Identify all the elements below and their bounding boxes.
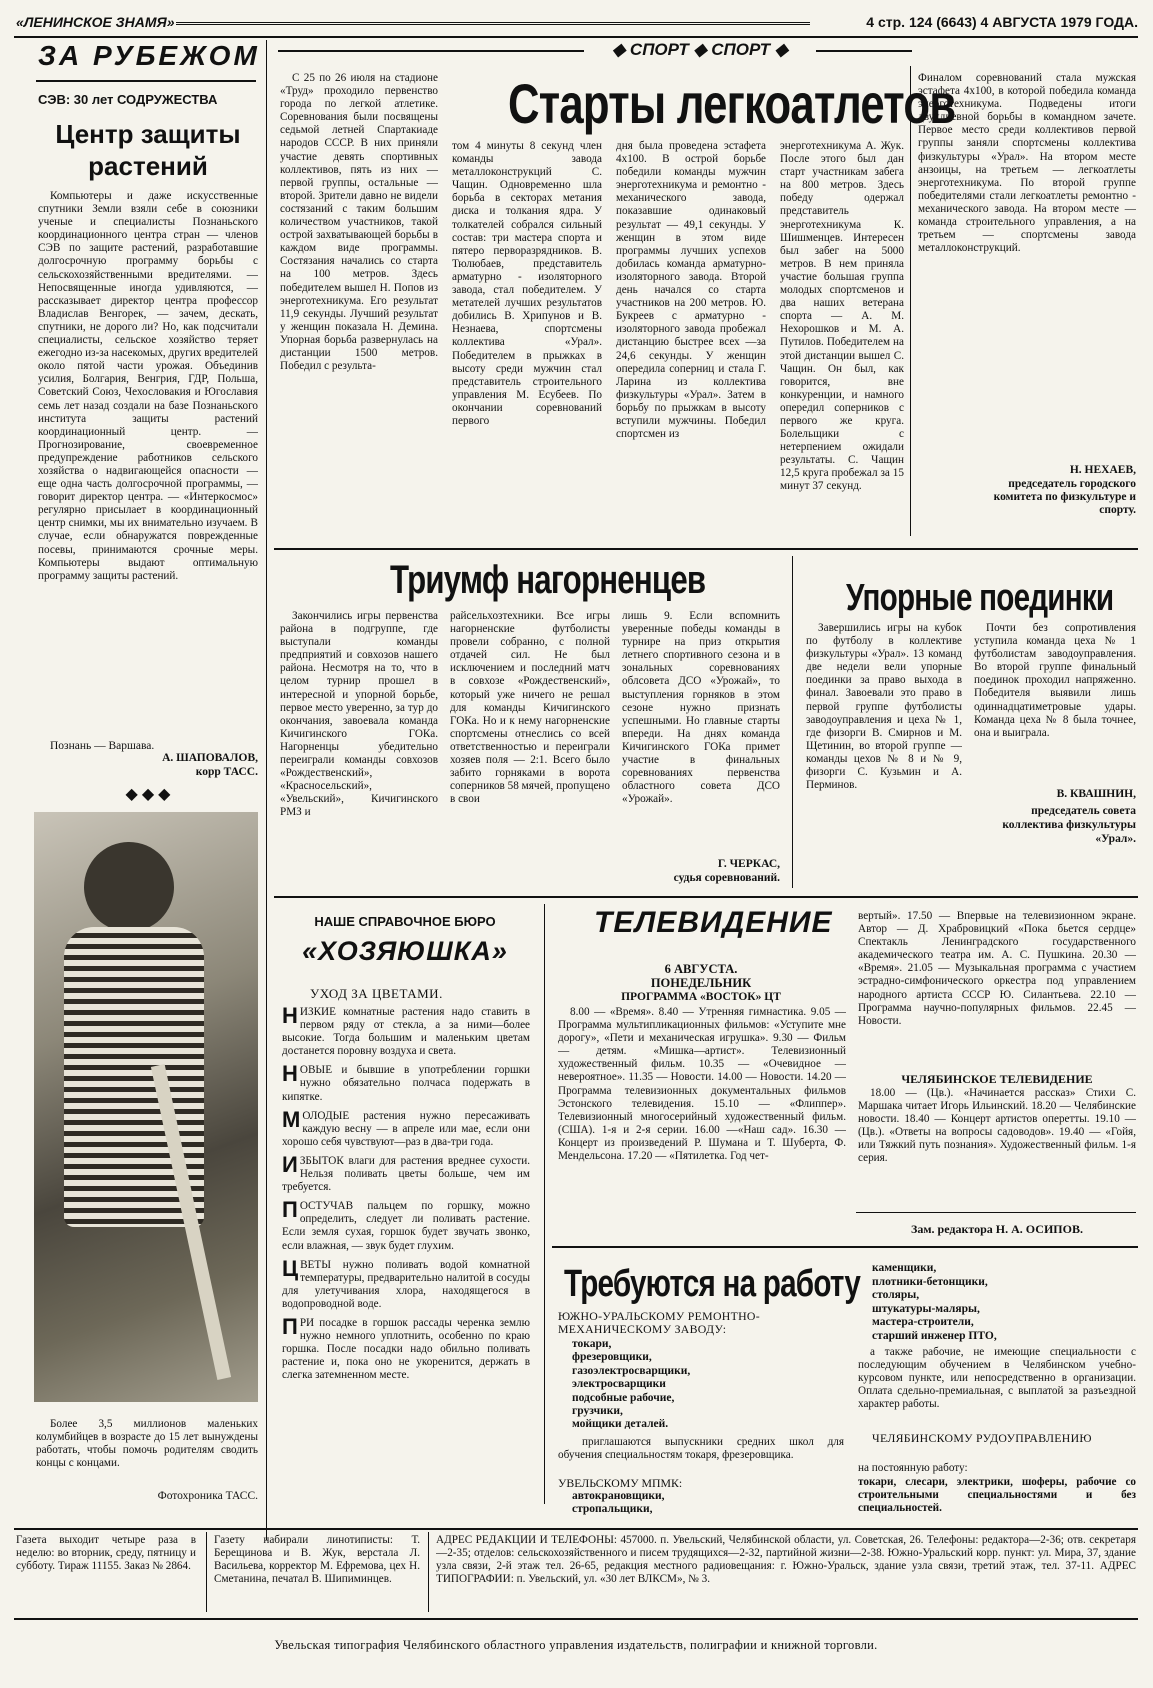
sport-col-3: дня была проведена эстафета 4х100. В острой борьбе победили команды мужчин энерготехникума и ремонтно - механического завода, показавшие одинаковый результат — 49,1 секунды. У женщин в этом виде программы лучших успехов добилась команда арматурно-изоляторного завода. Второй день начался со старта участников на 200 метров. Ю. Букреев с арматурно - изоляторного завода пробежал дистанцию быстрее всех —за 24,6 секунды. У женщин опередила соперниц и стала Г. Ларина из коллектива физкультуры «Урал». Затем в борьбу по прыжкам в высоту вступили мужчины. Победил спортсмен из — [616, 140, 766, 441]
bureau-kicker: НАШЕ СПРАВОЧНОЕ БЮРО — [314, 914, 496, 929]
bureau-title: «ХОЗЯЮШКА» — [302, 936, 508, 966]
duels-col-1: Завершились игры на кубок по футболу в коллективе физкультуры «Урал». 13 команд две недели вели упорные поединки за право выхода в финал. Завоевали это право в первой группе футболисты заводоуправления и цеха № 1, где физорги В. Смирнов и М. Щетинин, во второй группе — команды цехов № 8 и № 9, физорги С. Кузьмин и А. Перминов. — [806, 622, 962, 792]
sport-rubric-rule-left — [278, 50, 584, 52]
triumph-author-role: судья соревнований. — [673, 872, 780, 884]
triumph-col-2: райсельхозтехники. Все игры нагорненские футболисты провели собранно, с полной отдачей сил. Не был исключением и последний матч в совхозе «Рождественский», который уже ничего не решал для команды Кичигинского ГОКа. Но и к нему нагорненские спортсмены отнеслись со всей ответственностью и переиграли хозяев поля — 2:1. Всего было забито горняками в ворота соперников 58 мячей, пропущено в свои — [450, 610, 610, 806]
photo-figure-shape — [84, 842, 174, 932]
jobs-list-4: токари, слесари, электрики, шоферы, рабочие со строительными специальностями и без специальностей. — [858, 1476, 1136, 1515]
jobs-list-item: каменщики, — [872, 1262, 937, 1274]
comecon-author: А. ШАПОВАЛОВ, — [162, 752, 258, 764]
duels-author: В. КВАШНИН, — [1056, 788, 1136, 800]
foreign-rubric: ЗА РУБЕЖОМ — [38, 40, 260, 71]
bureau-item — [282, 1061, 530, 1103]
bureau-item-text: РИ посадке в горшок рассады черенка землю нужно немного уплотнить, особенно по краю горшка. После посадки надо обильно поливать растение и, пока оно не укоренится, держать в слегка затемненном месте. — [282, 1316, 530, 1382]
sport-bottom-rule — [274, 548, 1138, 550]
bureau-item-dropcap: М — [282, 1106, 301, 1132]
tv-schedule-col-2a: вертый». 17.50 — Впервые на телевизионном экране. Автор — Д. Храбровицкий «Пока бьется сердце» Спектакль Ленинградского государственного академического театра им. А. С. Пушкина. 20.30 — «Время». 21.05 — Музыкальная программа с участием эстрадно-симфонического оркестра под управлением народного артиста СССР Ю. Силантьева. 22.10 — Программа научно-популярных фильмов. 22.45 — Новости. — [858, 910, 1136, 1027]
tv-weekday: ПОНЕДЕЛЬНИК — [650, 976, 752, 990]
stars-divider: ◆ ◆ ◆ — [125, 786, 171, 803]
jobs-list-item: штукатуры-маляры, — [872, 1302, 980, 1315]
comecon-kicker: СЭВ: 30 лет СОДРУЖЕСТВА — [38, 92, 218, 107]
tv-day: 6 АВГУСТА. — [664, 962, 738, 976]
comecon-author-role: корр ТАСС. — [195, 766, 258, 778]
bureau-item-text: ЗБЫТОК влаги для растения вреднее сухости. Нельзя поливать цветы больше, чем им требуется. — [282, 1154, 530, 1194]
sport-col-4: энерготехникума А. Жук. После этого был дан старт участникам забега на 800 метров. Здесь победу одержал представитель энерготехникума К. Шишменцев. Интересен был забег на 5000 метров. В нем приняла участие большая группа молодых спортсменов и два наших ветерана спорта — А. М. Нехорошков и М. А. Путилов. Победителем на этой дистанции вышел С. Чащин. Он был, как говорится, вне конкуренции, и намного опередил соперников с первого же круга. Болельщики с нетерпением ожидали результаты. С. Чащин 12,5 круга пробежал за 15 минут 37 секунд. — [780, 140, 904, 493]
sport-author-role: председатель городского комитета по физкультуре и спорту. — [993, 478, 1136, 516]
tv-editor: Зам. редактора Н. А. ОСИПОВ. — [911, 1222, 1083, 1236]
top-rule — [14, 36, 1138, 38]
bureau-item-text: ОВЫЕ и бывшие в употреблении горшки нужно обязательно полчаса подержать в кипятке. — [282, 1064, 530, 1103]
jobs-title: Требуются на работу — [564, 1263, 861, 1305]
sport-author: Н. НЕХАЕВ, — [1069, 464, 1136, 476]
sport-rubric: ◆ СПОРТ ◆ СПОРТ ◆ — [612, 40, 788, 59]
photo-caption: Более 3,5 миллионов маленьких колумбийцев в возрасте до 15 лет вынуждены работать, чтобы помочь родителям сводить концы с концами. — [36, 1418, 258, 1470]
masthead-issue-line: 4 стр. 124 (6643) 4 АВГУСТА 1979 ГОДА. — [866, 14, 1138, 30]
jobs-list-item: столяры, — [872, 1289, 920, 1302]
triumph-author: Г. ЧЕРКАС, — [717, 858, 780, 870]
footer-bottom-rule — [14, 1618, 1138, 1620]
bureau-item-dropcap: И — [282, 1151, 298, 1177]
footer-typeset: Газету набирали линотиписты: Т. Берещинова и В. Жук, верстала Л. Васильева, корректор М. Ефремова, цех Н. Сметанина, печатал В. Шипиминцев. — [214, 1534, 420, 1586]
sport-col-5: Финалом соревнований стала мужская эстафета 4х100, в которой победила команда энерготехникума. Подведены итоги двухдневной борьбы в командном зачете. Первое место среди коллективов первой группы заняли спортсмены коллектива физкультуры «Урал». На втором месте анзоицы, на третьем — легкоатлеты энерготехникума. По второй группе победителями стали легкоатлеты ремонтно - механического завода. На втором месте —команда строительного управления, а на третьем — спортсмены завода металлоконструкций. — [918, 72, 1136, 255]
footer-address: АДРЕС РЕДАКЦИИ И ТЕЛЕФОНЫ: 457000. п. Увельский, Челябинской области, ул. Советская, 26. Телефоны: редактора—2-36; отв. секретаря—2-35; отделов: сельскохозяйственного и писем трудящихся—2-32, партийной жизни—2-38. Южно-Уральский корр. пункт: ул. Мира, 37, здание узла связи, 2-й этаж тел. 26-65, редакция местного радиовещания: г. Южно-Уральск, здание узла связи, третий этаж, тел. 37-11. АДРЕС ТИПОГРАФИИ: п. Увельский, ул. «30 лет ВЛКСМ», № 3. — [436, 1534, 1136, 1586]
tv-schedule-col-1: 8.00 — «Время». 8.40 — Утренняя гимнастика. 9.05 — Программа мультипликационных фильмов: «Уступите мне дорогу», «Пети и механическая игрушка». 9.30 — Фильм — детям. «Мишка—артист». Телевизионный художественный фильм. 10.35 — «Очевидное — невероятное». 11.35 — Новости. 14.00 — Новости. 14.20 — Программа телевизионных документальных фильмов Эстонского телевидения. 15.10 — «Флиппер». Телевизионный многосерийный художественный фильм. (США). 1-я и 2-я серии. 16.00 —«Наш сад». 16.30 — Концерт из произведений Р. Шумана и Т. Шуберта, Ф. Мендельсона. 17.20 — «Пятилетка. Год чет- — [558, 1006, 846, 1163]
comecon-title: Центр защиты растений — [55, 119, 241, 181]
jobs-note: а также рабочие, не имеющие специальности с последующим обучением в Челябинском учебно-курсовом пункте, или непосредственно в организации. Оплата сдельно-премиальная, с выплатой за разъездной характер работы. — [858, 1346, 1136, 1411]
bureau-item-dropcap: Н — [282, 1006, 298, 1028]
footer-printer: Увельская типография Челябинского областного управления издательств, полиграфии и книжной торговли. — [274, 1638, 878, 1652]
jobs-list-item: мастера-строители, — [872, 1316, 974, 1329]
triumph-col-3: лишь 9. Если вспомнить уверенные победы команды в турнире на приз открытия летнего спортивного сезона и в зональных соревнованиях облсовета ДСО «Урожай», то выступления горняков в этом сезоне нужно признать успешными. Но главные старты впереди. На днях команда Кичигинского ГОКа примет участие в финальных соревнованиях первенства областного совета ДСО «Урожай». — [622, 610, 780, 806]
duels-author-role: председатель совета коллектива физкультуры «Урал». — [1002, 805, 1136, 845]
bureau-item-text: ВЕТЫ нужно поливать водой комнатной температуры, предварительно налитой в сосуды для улетучивания хлора, находящегося в водопроводной воде. — [282, 1258, 530, 1310]
tv-title: ТЕЛЕВИДЕНИЕ — [594, 906, 833, 939]
jobs-list-2 — [572, 1490, 842, 1517]
footer-rule-1 — [206, 1532, 207, 1612]
sport-rubric-rule-right — [816, 50, 912, 52]
sport-col-2: том 4 минуты 8 секунд член команды завода металлоконструкций С. Чащин. Одновременно шла борьба в секторах метания диска и толкания ядра. У толкателей собрался сильный состав: три мастера спорта и пятеро перворазрядников. В. Тюлюбаев, представитель арматурно - изоляторного завода, стал победителем. У метателей лучших результатов добились В. Хрипунов и В. Незнаева, спортсмены коллектива «Урал». Победителем в прыжках в высоту среди мужчин стал представитель строительного управления М. Есубеев. По окончании соревнований первого — [452, 140, 602, 427]
duels-left-rule — [792, 556, 793, 888]
bureau-item-dropcap: Н — [282, 1061, 298, 1087]
bureau-item — [282, 1255, 530, 1311]
bureau-subtitle: УХОД ЗА ЦВЕТАМИ. — [310, 986, 443, 1001]
middle-rule — [274, 896, 1138, 898]
jobs-note-2: на постоянную работу: — [858, 1462, 968, 1474]
comecon-body: Компьютеры и даже искусственные спутники Земли взяли себе в союзники ученые и специалисты Познаньского координационного центра стран — членов СЭВ по защите растений, разработавшие долгосрочную программу борьбы с сельскохозяйственными вредителями. — Непосвященные иногда удивляются, — рассказывает директор центра профессор Владислав Венгорек, — зачем, дескать, спутники, не дорого ли? Но, как подсчитали специалисты, сельское хозяйство теряет ежегодно из-за насекомых, других вредителей около пятой части урожая. Объединив усилия, Болгария, Венгрия, ГДР, Польша, Советский Союз, Чехословакия и Югославия семь лет назад создали на базе Познаньского института защиты растений координационный центр. — Прогнозирование, своевременное предупреждение работников сельского хозяйства о надвигающейся опасности — еще одна часть долгосрочной программы, — говорит директор центра. — «Интеркосмос» регулярно присылает в координационный центр снимки, мы их внимательно изучаем. В случае, если обнаружатся поврежденные посевы, принимаются срочные меры. Компьютеры выдают оптимальную программу защиты растений. — [38, 190, 258, 582]
sport-col-1: С 25 по 26 июля на стадионе «Труд» проходило первенство города по легкой атлетике. Соревнования были посвящены седьмой летней Спартакиаде народов СССР. В них приняли участие девять спортивных коллективов, пять из них — первой группы, остальные — второй. Зрители давно не видели состязаний с таким большим количеством участников, такой острой захватывающей борьбы в каждом виде программы. Состязания начались со старта на 100 метров. Здесь победителем вышел Н. Попов из энерготехникума. Его результат 11,9 секунды. Лучший результат у женщин показала Н. Демина. Упорная борьба развернулась на дистанции 1500 метров. Победил с результа- — [280, 72, 438, 373]
foreign-rubric-rule — [36, 80, 256, 82]
tv-editor-rule — [856, 1212, 1136, 1213]
bureau-item — [282, 1106, 530, 1149]
duels-col-2: Почти без сопротивления уступила команда цеха № 1 футболистам заводоуправления. Во второй группе финальный поединок проходил напряженно. Победителя выявили лишь одиннадцатиметровые удары. Команда цеха № 8 была точнее, она и выиграла. — [974, 622, 1136, 739]
jobs-list-item: фрезеровщики, — [572, 1351, 652, 1364]
jobs-list-item: электросварщики — [572, 1378, 666, 1391]
left-column-rule — [266, 40, 267, 1540]
tv-local-title: ЧЕЛЯБИНСКОЕ ТЕЛЕВИДЕНИЕ — [901, 1072, 1093, 1086]
bureau-item-text: ОСТУЧАВ пальцем по горшку, можно определить, следует ли поливать растение. Если земля сухая, горшок будет звучать звонко, если влажная, — звук будет глухим. — [282, 1200, 530, 1252]
child-worker-photo — [34, 812, 258, 1402]
bureau-item-dropcap: П — [282, 1313, 298, 1339]
sport-title: Старты легкоатлетов — [508, 72, 956, 135]
bureau-item-dropcap: П — [282, 1197, 298, 1223]
jobs-list-item: плотники-бетонщики, — [872, 1275, 988, 1288]
bureau-item-dropcap: Ц — [282, 1255, 299, 1281]
jobs-org-3: ЧЕЛЯБИНСКОМУ РУДОУПРАВЛЕНИЮ — [872, 1431, 1092, 1445]
jobs-list-item: мойщики деталей. — [572, 1418, 669, 1431]
bureau-right-rule — [544, 904, 545, 1504]
bureau-item — [282, 1151, 530, 1194]
footer-rule-2 — [428, 1532, 429, 1612]
footer-schedule: Газета выходит четыре раза в неделю: во вторник, среду, пятницу и субботу. Тираж 11155. Заказ № 2864. — [16, 1534, 196, 1573]
bureau-item-text: ИЗКИЕ комнатные растения надо ставить в первом ряду от стекла, а за ними—более высокие. Тогда большим и маленьким цветам достанется поровну воздуха и света. — [282, 1006, 530, 1058]
jobs-list-3 — [872, 1262, 1136, 1344]
jobs-invite: приглашаются выпускники средних школ для обучения специальностям токаря, фрезеровщика. — [558, 1436, 844, 1462]
jobs-list-item: газоэлектросварщики, — [572, 1364, 691, 1377]
masthead-paper-name: «ЛЕНИНСКОЕ ЗНАМЯ» — [16, 14, 175, 30]
jobs-list-1 — [572, 1338, 842, 1432]
jobs-list-item: подсобные рабочие, — [572, 1391, 675, 1404]
footer-top-rule — [14, 1528, 1138, 1530]
jobs-top-rule — [552, 1246, 1138, 1248]
bureau-items — [282, 1006, 530, 1506]
bureau-item — [282, 1006, 530, 1058]
tv-program: ПРОГРАММА «ВОСТОК» ЦТ — [621, 991, 781, 1003]
sport-right-rule — [910, 66, 911, 536]
triumph-title: Триумф нагорненцев — [390, 558, 706, 602]
jobs-org-1: ЮЖНО-УРАЛЬСКОМУ РЕМОНТНО-МЕХАНИЧЕСКОМУ ЗАВОДУ: — [558, 1309, 760, 1336]
bureau-item — [282, 1313, 530, 1382]
triumph-col-1: Закончились игры первенства района в подгруппе, где выступали команды предприятий и совхозов нашего района. Несмотря на то, что в целом турнир прошел в интересной и упорной борьбе, первое место уверенно, за тур до окончания, завоевала команда Кичигинского ГОКа. Нагорненцы убедительно переиграли команды совхозов «Рождественский», «Красносельский», «Увельский», Кичигинского РМЗ и — [280, 610, 438, 819]
jobs-org-2: УВЕЛЬСКОМУ МПМК: — [558, 1476, 683, 1490]
photo-credit: Фотохроника ТАСС. — [157, 1490, 258, 1502]
bureau-item-text: ОЛОДЫЕ растения нужно пересаживать каждую весну — в апреле или мае, если они хорошо себя чувствуют—раз в два-три года. — [282, 1109, 530, 1148]
masthead-rule — [176, 22, 810, 25]
jobs-list-item: старший инженер ПТО, — [872, 1329, 997, 1342]
jobs-list-item: токари, — [572, 1338, 612, 1350]
tv-schedule-col-2b: 18.00 — (Цв.). «Начинается рассказ» Стихи С. Маршака читает Игорь Ильинский. 18.20 — Челябинские новости. 18.40 — Концерт артистов оперетты. 19.10 — (Цв.). «Ответы на вопросы садоводов». 19.40 — «Гойя, или Тяжкий путь познания». Художественный фильм. 1-я серия. — [858, 1087, 1136, 1165]
jobs-list-item: стропальщики, — [572, 1503, 653, 1516]
bureau-item — [282, 1197, 530, 1252]
comecon-dateline: Познань — Варшава. — [50, 740, 155, 752]
jobs-list-item: грузчики, — [572, 1405, 623, 1418]
duels-title: Упорные поединки — [846, 577, 1114, 619]
jobs-list-item: автокрановщики, — [572, 1490, 665, 1502]
